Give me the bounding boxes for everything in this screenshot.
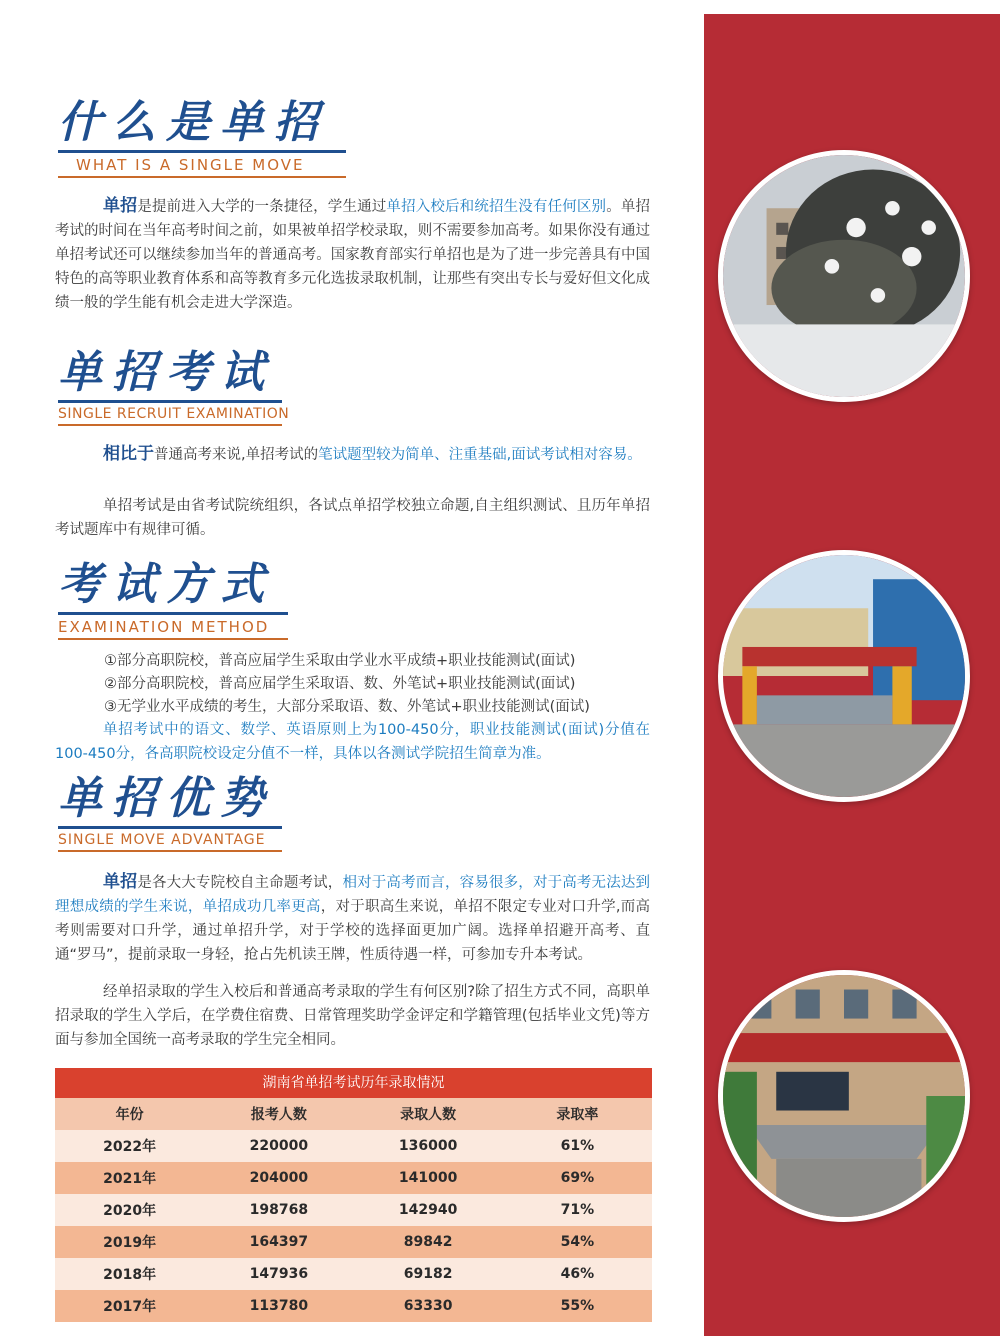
paragraph-text: 是提前进入大学的一条捷径，学生通过 xyxy=(137,199,387,215)
subtitle-underline xyxy=(58,638,288,640)
table-row xyxy=(55,1258,652,1290)
paragraph-text: 普通高考来说,单招考试的 xyxy=(154,447,319,463)
table-row xyxy=(55,1290,652,1322)
column-header: 报考人数 xyxy=(204,1098,353,1130)
building-photo xyxy=(718,970,970,1222)
column-header: 录取率 xyxy=(503,1098,652,1130)
cell-applicants: 164397 xyxy=(204,1226,353,1258)
table-row xyxy=(55,1226,652,1258)
paragraph-text: ，对于职高生来说，单招不限定专业对口升学,而高考则需要对口升学，通过单招升学，对于学校的选择面更加广阔。选择单招避开高考、直通“罗马”，提前录取一身轻，抢占先机读王牌，性质待遇一样，可参加专升本考试。 xyxy=(55,899,651,963)
subtitle-underline xyxy=(58,424,282,426)
section-heading-exam xyxy=(58,347,290,426)
section-subtitle: SINGLE MOVE ADVANTAGE xyxy=(58,832,266,848)
title-underline xyxy=(58,826,282,829)
cell-year: 2017年 xyxy=(55,1290,204,1322)
lead-word: 单招 xyxy=(103,872,138,892)
cell-rate: 61% xyxy=(503,1130,652,1162)
method-list xyxy=(104,650,664,719)
table-header-row xyxy=(55,1098,652,1130)
highlight-text: 相对于高考而言，容易很多，对于高考无法达到理想成绩的学生来说，单招成功几率更高 xyxy=(55,875,651,915)
section-heading-what-is xyxy=(58,98,346,178)
title-underline xyxy=(58,150,346,153)
cell-applicants: 113780 xyxy=(204,1290,353,1322)
paragraph-difference xyxy=(55,980,650,1052)
cell-admitted: 136000 xyxy=(354,1130,503,1162)
cell-rate: 46% xyxy=(503,1258,652,1290)
list-item: ③无学业水平成绩的考生，大部分采取语、数、外笔试+职业技能测试(面试) xyxy=(104,699,590,715)
cell-rate: 55% xyxy=(503,1290,652,1322)
highlight-text: 笔试题型较为简单、注重基础,面试考试相对容易。 xyxy=(318,447,642,463)
table-row xyxy=(55,1130,652,1162)
lead-word: 单招 xyxy=(103,196,138,216)
list-item: ①部分高职院校，普高应届学生采取由学业水平成绩+职业技能测试(面试) xyxy=(104,653,576,669)
section-heading-method xyxy=(58,560,288,640)
section-subtitle: EXAMINATION METHOD xyxy=(58,618,270,636)
cell-rate: 69% xyxy=(503,1162,652,1194)
paragraph-text: 单招考试是由省考试院统组织，各试点单招学校独立命题,自主组织测试、且历年单招考试题库中有规律可循。 xyxy=(55,498,650,538)
paragraph-what-is xyxy=(55,194,650,315)
cell-admitted: 63330 xyxy=(354,1290,503,1322)
cell-year: 2022年 xyxy=(55,1130,204,1162)
section-subtitle: WHAT IS A SINGLE MOVE xyxy=(76,156,305,174)
section-title: 单招优势 xyxy=(58,773,274,824)
lead-word: 相比于 xyxy=(103,444,154,464)
section-title: 考试方式 xyxy=(58,559,274,610)
cell-year: 2018年 xyxy=(55,1258,204,1290)
paragraph-scores xyxy=(55,718,650,766)
table-row xyxy=(55,1194,652,1226)
cell-applicants: 204000 xyxy=(204,1162,353,1194)
school-gate-photo xyxy=(718,550,970,802)
highlight-text: 单招入校后和统招生没有任何区别 xyxy=(386,199,607,215)
subtitle-underline xyxy=(58,850,282,852)
paragraph-organization xyxy=(55,494,650,542)
column-header: 年份 xyxy=(55,1098,204,1130)
list-item: ②部分高职院校，普高应届学生采取语、数、外笔试+职业技能测试(面试) xyxy=(104,676,576,692)
cell-year: 2019年 xyxy=(55,1226,204,1258)
table-row xyxy=(55,1162,652,1194)
cell-applicants: 198768 xyxy=(204,1194,353,1226)
highlight-text: 单招考试中的语文、数学、英语原则上为100-450分，职业技能测试(面试)分值在100-450分，各高职院校设定分值不一样，具体以各测试学院招生简章为准。 xyxy=(55,722,650,762)
admission-data-table xyxy=(55,1098,652,1322)
cell-rate: 54% xyxy=(503,1226,652,1258)
cell-year: 2021年 xyxy=(55,1162,204,1194)
section-heading-advantage xyxy=(58,774,282,852)
cell-admitted: 141000 xyxy=(354,1162,503,1194)
cell-rate: 71% xyxy=(503,1194,652,1226)
cell-year: 2020年 xyxy=(55,1194,204,1226)
table-caption: 湖南省单招考试历年录取情况 xyxy=(55,1068,652,1098)
snowy-campus-photo xyxy=(718,150,970,402)
cell-admitted: 69182 xyxy=(354,1258,503,1290)
title-underline xyxy=(58,400,282,403)
title-underline xyxy=(58,612,288,615)
section-title: 单招考试 xyxy=(58,347,274,398)
paragraph-text: 。单招考试的时间在当年高考时间之前，如果被单招学校录取，则不需要参加高考。如果你没有通过单招考试还可以继续参加当年的普通高考。国家教育部实行单招也是为了进一步完善具有中国特色的高等职业教育体系和高等教育多元化选拔录取机制，让那些有突出专长与爱好但文化成绩一般的学生能有机会走进大学深造。 xyxy=(55,199,651,311)
section-subtitle: SINGLE RECRUIT EXAMINATION xyxy=(58,406,290,422)
paragraph-text: 经单招录取的学生入校后和普通高考录取的学生有何区别?除了招生方式不同，高职单招录取的学生入学后，在学费住宿费、日常管理奖助学金评定和学籍管理(包括毕业文凭)等方面与参加全国统一高考录取的学生完全相同。 xyxy=(55,984,650,1048)
paragraph-text: 是各大大专院校自主命题考试， xyxy=(137,875,343,891)
paragraph-compare xyxy=(55,442,650,467)
cell-admitted: 89842 xyxy=(354,1226,503,1258)
section-title: 什么是单招 xyxy=(58,97,328,148)
admission-table xyxy=(55,1068,652,1322)
paragraph-advantage xyxy=(55,870,650,967)
cell-applicants: 147936 xyxy=(204,1258,353,1290)
column-header: 录取人数 xyxy=(354,1098,503,1130)
cell-admitted: 142940 xyxy=(354,1194,503,1226)
cell-applicants: 220000 xyxy=(204,1130,353,1162)
subtitle-underline xyxy=(58,176,346,178)
